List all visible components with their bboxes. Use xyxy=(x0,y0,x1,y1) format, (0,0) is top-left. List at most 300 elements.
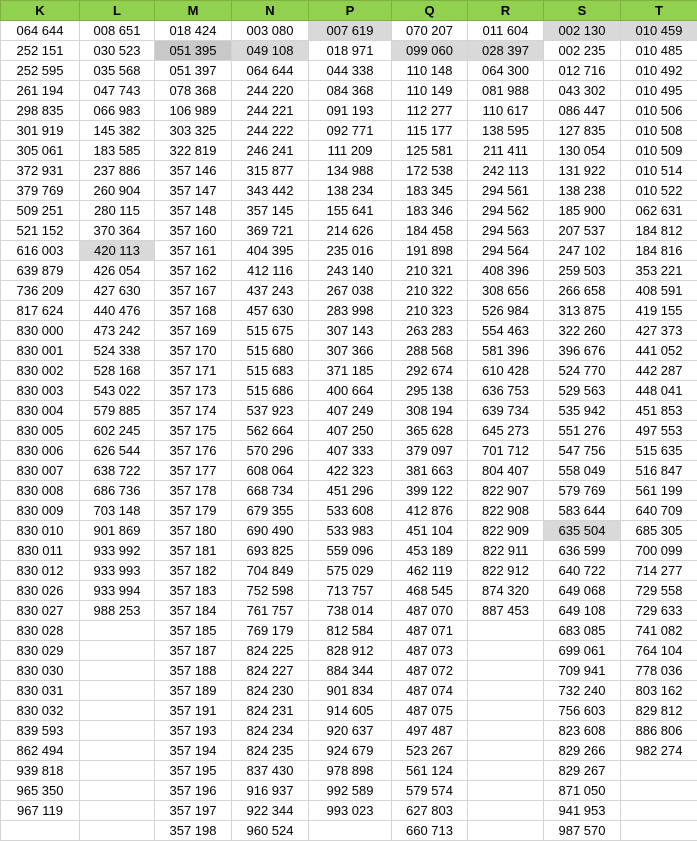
cell-q[interactable]: 210 323 xyxy=(392,301,468,321)
cell-r[interactable]: 887 453 xyxy=(468,601,544,621)
cell-k[interactable]: 830 030 xyxy=(1,661,80,681)
cell-k[interactable]: 967 119 xyxy=(1,801,80,821)
cell-m[interactable]: 357 175 xyxy=(155,421,232,441)
cell-p[interactable]: 283 998 xyxy=(309,301,392,321)
cell-k[interactable]: 639 879 xyxy=(1,261,80,281)
cell-l[interactable]: 030 523 xyxy=(80,41,155,61)
cell-k[interactable]: 839 593 xyxy=(1,721,80,741)
cell-l[interactable]: 420 113 xyxy=(80,241,155,261)
cell-k[interactable]: 301 919 xyxy=(1,121,80,141)
column-header-q[interactable]: Q xyxy=(392,1,468,21)
cell-n[interactable]: 343 442 xyxy=(232,181,309,201)
cell-k[interactable]: 830 005 xyxy=(1,421,80,441)
cell-m[interactable]: 357 147 xyxy=(155,181,232,201)
cell-t[interactable]: 010 509 xyxy=(621,141,697,161)
cell-n[interactable]: 562 664 xyxy=(232,421,309,441)
cell-p[interactable]: 924 679 xyxy=(309,741,392,761)
cell-q[interactable]: 125 581 xyxy=(392,141,468,161)
cell-n[interactable]: 837 430 xyxy=(232,761,309,781)
column-header-n[interactable]: N xyxy=(232,1,309,21)
cell-q[interactable]: 288 568 xyxy=(392,341,468,361)
cell-r[interactable]: 211 411 xyxy=(468,141,544,161)
cell-l[interactable] xyxy=(80,801,155,821)
cell-l[interactable]: 473 242 xyxy=(80,321,155,341)
cell-m[interactable]: 357 181 xyxy=(155,541,232,561)
cell-k[interactable]: 817 624 xyxy=(1,301,80,321)
cell-r[interactable]: 138 595 xyxy=(468,121,544,141)
cell-t[interactable]: 010 514 xyxy=(621,161,697,181)
cell-l[interactable]: 426 054 xyxy=(80,261,155,281)
cell-r[interactable] xyxy=(468,781,544,801)
cell-r[interactable]: 526 984 xyxy=(468,301,544,321)
cell-l[interactable]: 528 168 xyxy=(80,361,155,381)
cell-q[interactable]: 308 194 xyxy=(392,401,468,421)
cell-m[interactable]: 357 177 xyxy=(155,461,232,481)
cell-k[interactable]: 830 009 xyxy=(1,501,80,521)
cell-s[interactable]: 640 722 xyxy=(544,561,621,581)
cell-t[interactable]: 448 041 xyxy=(621,381,697,401)
column-header-p[interactable]: P xyxy=(309,1,392,21)
cell-m[interactable]: 357 180 xyxy=(155,521,232,541)
cell-r[interactable]: 822 911 xyxy=(468,541,544,561)
cell-n[interactable]: 515 675 xyxy=(232,321,309,341)
cell-k[interactable]: 830 008 xyxy=(1,481,80,501)
cell-t[interactable]: 184 816 xyxy=(621,241,697,261)
cell-n[interactable]: 769 179 xyxy=(232,621,309,641)
cell-l[interactable] xyxy=(80,741,155,761)
cell-n[interactable]: 515 683 xyxy=(232,361,309,381)
cell-t[interactable]: 829 812 xyxy=(621,701,697,721)
cell-t[interactable]: 803 162 xyxy=(621,681,697,701)
cell-n[interactable]: 922 344 xyxy=(232,801,309,821)
cell-m[interactable]: 357 178 xyxy=(155,481,232,501)
cell-k[interactable]: 305 061 xyxy=(1,141,80,161)
cell-l[interactable] xyxy=(80,761,155,781)
cell-n[interactable]: 404 395 xyxy=(232,241,309,261)
cell-p[interactable]: 575 029 xyxy=(309,561,392,581)
cell-m[interactable]: 357 183 xyxy=(155,581,232,601)
cell-l[interactable]: 602 245 xyxy=(80,421,155,441)
cell-s[interactable]: 322 260 xyxy=(544,321,621,341)
cell-r[interactable] xyxy=(468,801,544,821)
cell-n[interactable]: 570 296 xyxy=(232,441,309,461)
cell-m[interactable]: 357 191 xyxy=(155,701,232,721)
cell-l[interactable]: 066 983 xyxy=(80,101,155,121)
cell-m[interactable]: 357 161 xyxy=(155,241,232,261)
cell-t[interactable]: 640 709 xyxy=(621,501,697,521)
cell-m[interactable]: 018 424 xyxy=(155,21,232,41)
cell-s[interactable]: 131 922 xyxy=(544,161,621,181)
cell-p[interactable]: 084 368 xyxy=(309,81,392,101)
cell-t[interactable]: 561 199 xyxy=(621,481,697,501)
cell-p[interactable]: 713 757 xyxy=(309,581,392,601)
cell-m[interactable]: 051 395 xyxy=(155,41,232,61)
cell-l[interactable] xyxy=(80,701,155,721)
cell-q[interactable]: 110 148 xyxy=(392,61,468,81)
cell-s[interactable]: 002 235 xyxy=(544,41,621,61)
cell-n[interactable]: 690 490 xyxy=(232,521,309,541)
cell-k[interactable]: 830 026 xyxy=(1,581,80,601)
cell-l[interactable]: 183 585 xyxy=(80,141,155,161)
cell-r[interactable]: 408 396 xyxy=(468,261,544,281)
cell-s[interactable]: 012 716 xyxy=(544,61,621,81)
cell-p[interactable]: 978 898 xyxy=(309,761,392,781)
cell-s[interactable]: 699 061 xyxy=(544,641,621,661)
cell-l[interactable] xyxy=(80,721,155,741)
cell-n[interactable]: 049 108 xyxy=(232,41,309,61)
cell-t[interactable]: 010 492 xyxy=(621,61,697,81)
cell-q[interactable]: 453 189 xyxy=(392,541,468,561)
cell-k[interactable]: 372 931 xyxy=(1,161,80,181)
cell-k[interactable]: 064 644 xyxy=(1,21,80,41)
cell-n[interactable]: 244 221 xyxy=(232,101,309,121)
cell-q[interactable]: 110 149 xyxy=(392,81,468,101)
cell-l[interactable]: 035 568 xyxy=(80,61,155,81)
cell-p[interactable]: 812 584 xyxy=(309,621,392,641)
cell-m[interactable]: 357 162 xyxy=(155,261,232,281)
cell-l[interactable] xyxy=(80,781,155,801)
cell-n[interactable]: 704 849 xyxy=(232,561,309,581)
cell-k[interactable] xyxy=(1,821,80,841)
cell-q[interactable]: 183 345 xyxy=(392,181,468,201)
cell-s[interactable]: 941 953 xyxy=(544,801,621,821)
cell-s[interactable]: 649 068 xyxy=(544,581,621,601)
cell-k[interactable]: 830 004 xyxy=(1,401,80,421)
cell-l[interactable] xyxy=(80,661,155,681)
cell-s[interactable]: 130 054 xyxy=(544,141,621,161)
column-header-t[interactable]: T xyxy=(621,1,697,21)
cell-p[interactable]: 111 209 xyxy=(309,141,392,161)
cell-p[interactable]: 533 983 xyxy=(309,521,392,541)
cell-s[interactable]: 756 603 xyxy=(544,701,621,721)
cell-q[interactable]: 399 122 xyxy=(392,481,468,501)
cell-k[interactable]: 830 006 xyxy=(1,441,80,461)
cell-r[interactable]: 610 428 xyxy=(468,361,544,381)
cell-k[interactable]: 830 010 xyxy=(1,521,80,541)
cell-m[interactable]: 357 179 xyxy=(155,501,232,521)
cell-r[interactable]: 639 734 xyxy=(468,401,544,421)
cell-p[interactable]: 307 143 xyxy=(309,321,392,341)
cell-s[interactable]: 396 676 xyxy=(544,341,621,361)
cell-t[interactable] xyxy=(621,801,697,821)
cell-m[interactable]: 357 174 xyxy=(155,401,232,421)
cell-s[interactable]: 259 503 xyxy=(544,261,621,281)
cell-p[interactable]: 155 641 xyxy=(309,201,392,221)
cell-q[interactable]: 579 574 xyxy=(392,781,468,801)
cell-r[interactable] xyxy=(468,821,544,841)
cell-p[interactable]: 993 023 xyxy=(309,801,392,821)
cell-s[interactable]: 558 049 xyxy=(544,461,621,481)
cell-l[interactable]: 579 885 xyxy=(80,401,155,421)
cell-s[interactable]: 871 050 xyxy=(544,781,621,801)
cell-s[interactable]: 127 835 xyxy=(544,121,621,141)
cell-p[interactable]: 920 637 xyxy=(309,721,392,741)
cell-q[interactable]: 295 138 xyxy=(392,381,468,401)
cell-q[interactable]: 210 322 xyxy=(392,281,468,301)
cell-q[interactable]: 487 071 xyxy=(392,621,468,641)
cell-k[interactable]: 830 002 xyxy=(1,361,80,381)
cell-p[interactable]: 235 016 xyxy=(309,241,392,261)
cell-q[interactable]: 115 177 xyxy=(392,121,468,141)
cell-n[interactable]: 752 598 xyxy=(232,581,309,601)
cell-l[interactable]: 933 994 xyxy=(80,581,155,601)
cell-t[interactable]: 685 305 xyxy=(621,521,697,541)
cell-l[interactable]: 988 253 xyxy=(80,601,155,621)
cell-l[interactable]: 901 869 xyxy=(80,521,155,541)
cell-q[interactable]: 112 277 xyxy=(392,101,468,121)
cell-k[interactable]: 252 595 xyxy=(1,61,80,81)
cell-n[interactable]: 412 116 xyxy=(232,261,309,281)
cell-k[interactable]: 252 151 xyxy=(1,41,80,61)
cell-m[interactable]: 357 195 xyxy=(155,761,232,781)
cell-t[interactable]: 419 155 xyxy=(621,301,697,321)
cell-p[interactable]: 134 988 xyxy=(309,161,392,181)
cell-l[interactable]: 370 364 xyxy=(80,221,155,241)
cell-s[interactable]: 987 570 xyxy=(544,821,621,841)
cell-r[interactable]: 294 561 xyxy=(468,181,544,201)
cell-l[interactable]: 524 338 xyxy=(80,341,155,361)
cell-q[interactable]: 487 074 xyxy=(392,681,468,701)
cell-p[interactable]: 138 234 xyxy=(309,181,392,201)
cell-p[interactable]: 092 771 xyxy=(309,121,392,141)
cell-n[interactable]: 824 227 xyxy=(232,661,309,681)
cell-r[interactable] xyxy=(468,641,544,661)
cell-n[interactable]: 064 644 xyxy=(232,61,309,81)
cell-q[interactable]: 099 060 xyxy=(392,41,468,61)
cell-t[interactable] xyxy=(621,821,697,841)
cell-p[interactable]: 901 834 xyxy=(309,681,392,701)
column-header-m[interactable]: M xyxy=(155,1,232,21)
cell-s[interactable]: 829 267 xyxy=(544,761,621,781)
cell-m[interactable]: 357 146 xyxy=(155,161,232,181)
cell-m[interactable]: 357 168 xyxy=(155,301,232,321)
cell-s[interactable]: 635 504 xyxy=(544,521,621,541)
cell-t[interactable]: 886 806 xyxy=(621,721,697,741)
column-header-k[interactable]: K xyxy=(1,1,80,21)
cell-n[interactable]: 537 923 xyxy=(232,401,309,421)
cell-m[interactable]: 357 170 xyxy=(155,341,232,361)
cell-s[interactable]: 709 941 xyxy=(544,661,621,681)
cell-n[interactable]: 824 230 xyxy=(232,681,309,701)
cell-r[interactable] xyxy=(468,681,544,701)
cell-p[interactable]: 451 296 xyxy=(309,481,392,501)
cell-m[interactable]: 322 819 xyxy=(155,141,232,161)
cell-t[interactable]: 451 853 xyxy=(621,401,697,421)
cell-p[interactable]: 018 971 xyxy=(309,41,392,61)
cell-t[interactable] xyxy=(621,781,697,801)
cell-l[interactable]: 703 148 xyxy=(80,501,155,521)
cell-q[interactable]: 412 876 xyxy=(392,501,468,521)
cell-s[interactable]: 583 644 xyxy=(544,501,621,521)
cell-l[interactable] xyxy=(80,681,155,701)
cell-k[interactable]: 830 031 xyxy=(1,681,80,701)
cell-p[interactable]: 738 014 xyxy=(309,601,392,621)
cell-l[interactable]: 280 115 xyxy=(80,201,155,221)
cell-q[interactable]: 210 321 xyxy=(392,261,468,281)
cell-s[interactable]: 535 942 xyxy=(544,401,621,421)
cell-p[interactable]: 307 366 xyxy=(309,341,392,361)
cell-s[interactable]: 266 658 xyxy=(544,281,621,301)
cell-s[interactable]: 207 537 xyxy=(544,221,621,241)
cell-p[interactable]: 267 038 xyxy=(309,281,392,301)
cell-m[interactable]: 078 368 xyxy=(155,81,232,101)
cell-t[interactable] xyxy=(621,761,697,781)
cell-q[interactable]: 523 267 xyxy=(392,741,468,761)
cell-n[interactable]: 244 220 xyxy=(232,81,309,101)
cell-q[interactable]: 627 803 xyxy=(392,801,468,821)
cell-l[interactable]: 686 736 xyxy=(80,481,155,501)
cell-r[interactable]: 636 753 xyxy=(468,381,544,401)
cell-q[interactable]: 172 538 xyxy=(392,161,468,181)
cell-s[interactable]: 185 900 xyxy=(544,201,621,221)
cell-n[interactable]: 357 145 xyxy=(232,201,309,221)
cell-r[interactable] xyxy=(468,621,544,641)
cell-r[interactable] xyxy=(468,701,544,721)
cell-s[interactable]: 547 756 xyxy=(544,441,621,461)
cell-q[interactable]: 379 097 xyxy=(392,441,468,461)
cell-m[interactable]: 357 169 xyxy=(155,321,232,341)
cell-r[interactable]: 645 273 xyxy=(468,421,544,441)
cell-l[interactable] xyxy=(80,641,155,661)
cell-n[interactable]: 824 234 xyxy=(232,721,309,741)
cell-q[interactable]: 184 458 xyxy=(392,221,468,241)
cell-n[interactable]: 916 937 xyxy=(232,781,309,801)
cell-p[interactable]: 091 193 xyxy=(309,101,392,121)
cell-k[interactable]: 830 032 xyxy=(1,701,80,721)
cell-q[interactable]: 487 073 xyxy=(392,641,468,661)
cell-s[interactable]: 529 563 xyxy=(544,381,621,401)
cell-m[interactable]: 357 188 xyxy=(155,661,232,681)
cell-p[interactable]: 044 338 xyxy=(309,61,392,81)
cell-p[interactable]: 559 096 xyxy=(309,541,392,561)
cell-k[interactable]: 830 012 xyxy=(1,561,80,581)
cell-k[interactable]: 379 769 xyxy=(1,181,80,201)
cell-n[interactable]: 824 231 xyxy=(232,701,309,721)
cell-r[interactable] xyxy=(468,761,544,781)
cell-m[interactable]: 357 171 xyxy=(155,361,232,381)
cell-n[interactable]: 693 825 xyxy=(232,541,309,561)
cell-n[interactable]: 824 225 xyxy=(232,641,309,661)
cell-k[interactable]: 261 194 xyxy=(1,81,80,101)
cell-k[interactable]: 830 029 xyxy=(1,641,80,661)
cell-t[interactable]: 700 099 xyxy=(621,541,697,561)
cell-t[interactable]: 515 635 xyxy=(621,441,697,461)
cell-q[interactable]: 451 104 xyxy=(392,521,468,541)
cell-s[interactable]: 579 769 xyxy=(544,481,621,501)
cell-p[interactable]: 007 619 xyxy=(309,21,392,41)
cell-t[interactable]: 010 459 xyxy=(621,21,697,41)
cell-m[interactable]: 357 167 xyxy=(155,281,232,301)
cell-n[interactable]: 608 064 xyxy=(232,461,309,481)
cell-s[interactable]: 043 302 xyxy=(544,81,621,101)
cell-k[interactable]: 298 835 xyxy=(1,101,80,121)
cell-q[interactable]: 487 075 xyxy=(392,701,468,721)
cell-t[interactable]: 764 104 xyxy=(621,641,697,661)
cell-q[interactable]: 487 072 xyxy=(392,661,468,681)
cell-s[interactable]: 086 447 xyxy=(544,101,621,121)
cell-l[interactable]: 047 743 xyxy=(80,81,155,101)
cell-r[interactable]: 822 912 xyxy=(468,561,544,581)
cell-k[interactable]: 862 494 xyxy=(1,741,80,761)
cell-m[interactable]: 357 182 xyxy=(155,561,232,581)
cell-q[interactable]: 183 346 xyxy=(392,201,468,221)
cell-l[interactable] xyxy=(80,821,155,841)
cell-l[interactable] xyxy=(80,621,155,641)
cell-m[interactable]: 357 176 xyxy=(155,441,232,461)
cell-q[interactable]: 381 663 xyxy=(392,461,468,481)
cell-n[interactable]: 668 734 xyxy=(232,481,309,501)
cell-r[interactable]: 804 407 xyxy=(468,461,544,481)
cell-t[interactable]: 010 495 xyxy=(621,81,697,101)
cell-k[interactable]: 830 001 xyxy=(1,341,80,361)
cell-m[interactable]: 357 193 xyxy=(155,721,232,741)
cell-m[interactable]: 357 185 xyxy=(155,621,232,641)
cell-q[interactable]: 070 207 xyxy=(392,21,468,41)
cell-r[interactable]: 701 712 xyxy=(468,441,544,461)
cell-n[interactable]: 244 222 xyxy=(232,121,309,141)
cell-r[interactable] xyxy=(468,661,544,681)
cell-p[interactable]: 407 250 xyxy=(309,421,392,441)
cell-k[interactable]: 965 350 xyxy=(1,781,80,801)
cell-t[interactable]: 062 631 xyxy=(621,201,697,221)
cell-l[interactable]: 260 904 xyxy=(80,181,155,201)
cell-s[interactable]: 823 608 xyxy=(544,721,621,741)
cell-p[interactable]: 243 140 xyxy=(309,261,392,281)
cell-p[interactable]: 400 664 xyxy=(309,381,392,401)
cell-m[interactable]: 357 184 xyxy=(155,601,232,621)
cell-m[interactable]: 357 196 xyxy=(155,781,232,801)
cell-n[interactable]: 315 877 xyxy=(232,161,309,181)
cell-r[interactable]: 110 617 xyxy=(468,101,544,121)
cell-t[interactable]: 982 274 xyxy=(621,741,697,761)
cell-m[interactable]: 051 397 xyxy=(155,61,232,81)
column-header-l[interactable]: L xyxy=(80,1,155,21)
cell-r[interactable]: 011 604 xyxy=(468,21,544,41)
cell-r[interactable]: 554 463 xyxy=(468,321,544,341)
cell-p[interactable]: 407 249 xyxy=(309,401,392,421)
cell-s[interactable]: 732 240 xyxy=(544,681,621,701)
cell-s[interactable]: 829 266 xyxy=(544,741,621,761)
cell-p[interactable]: 407 333 xyxy=(309,441,392,461)
cell-t[interactable]: 741 082 xyxy=(621,621,697,641)
cell-q[interactable]: 468 545 xyxy=(392,581,468,601)
cell-m[interactable]: 357 148 xyxy=(155,201,232,221)
cell-l[interactable]: 933 993 xyxy=(80,561,155,581)
cell-l[interactable]: 440 476 xyxy=(80,301,155,321)
cell-k[interactable]: 830 028 xyxy=(1,621,80,641)
cell-k[interactable]: 736 209 xyxy=(1,281,80,301)
cell-q[interactable]: 497 487 xyxy=(392,721,468,741)
cell-n[interactable]: 824 235 xyxy=(232,741,309,761)
cell-s[interactable]: 524 770 xyxy=(544,361,621,381)
cell-k[interactable]: 830 011 xyxy=(1,541,80,561)
cell-l[interactable]: 933 992 xyxy=(80,541,155,561)
cell-r[interactable]: 822 907 xyxy=(468,481,544,501)
cell-s[interactable]: 649 108 xyxy=(544,601,621,621)
cell-s[interactable]: 683 085 xyxy=(544,621,621,641)
cell-q[interactable]: 561 124 xyxy=(392,761,468,781)
cell-r[interactable]: 822 909 xyxy=(468,521,544,541)
cell-s[interactable]: 247 102 xyxy=(544,241,621,261)
cell-t[interactable]: 184 812 xyxy=(621,221,697,241)
cell-k[interactable]: 616 003 xyxy=(1,241,80,261)
cell-t[interactable]: 427 373 xyxy=(621,321,697,341)
cell-n[interactable]: 369 721 xyxy=(232,221,309,241)
cell-p[interactable]: 533 608 xyxy=(309,501,392,521)
cell-t[interactable]: 010 485 xyxy=(621,41,697,61)
cell-k[interactable]: 830 000 xyxy=(1,321,80,341)
cell-r[interactable]: 081 988 xyxy=(468,81,544,101)
